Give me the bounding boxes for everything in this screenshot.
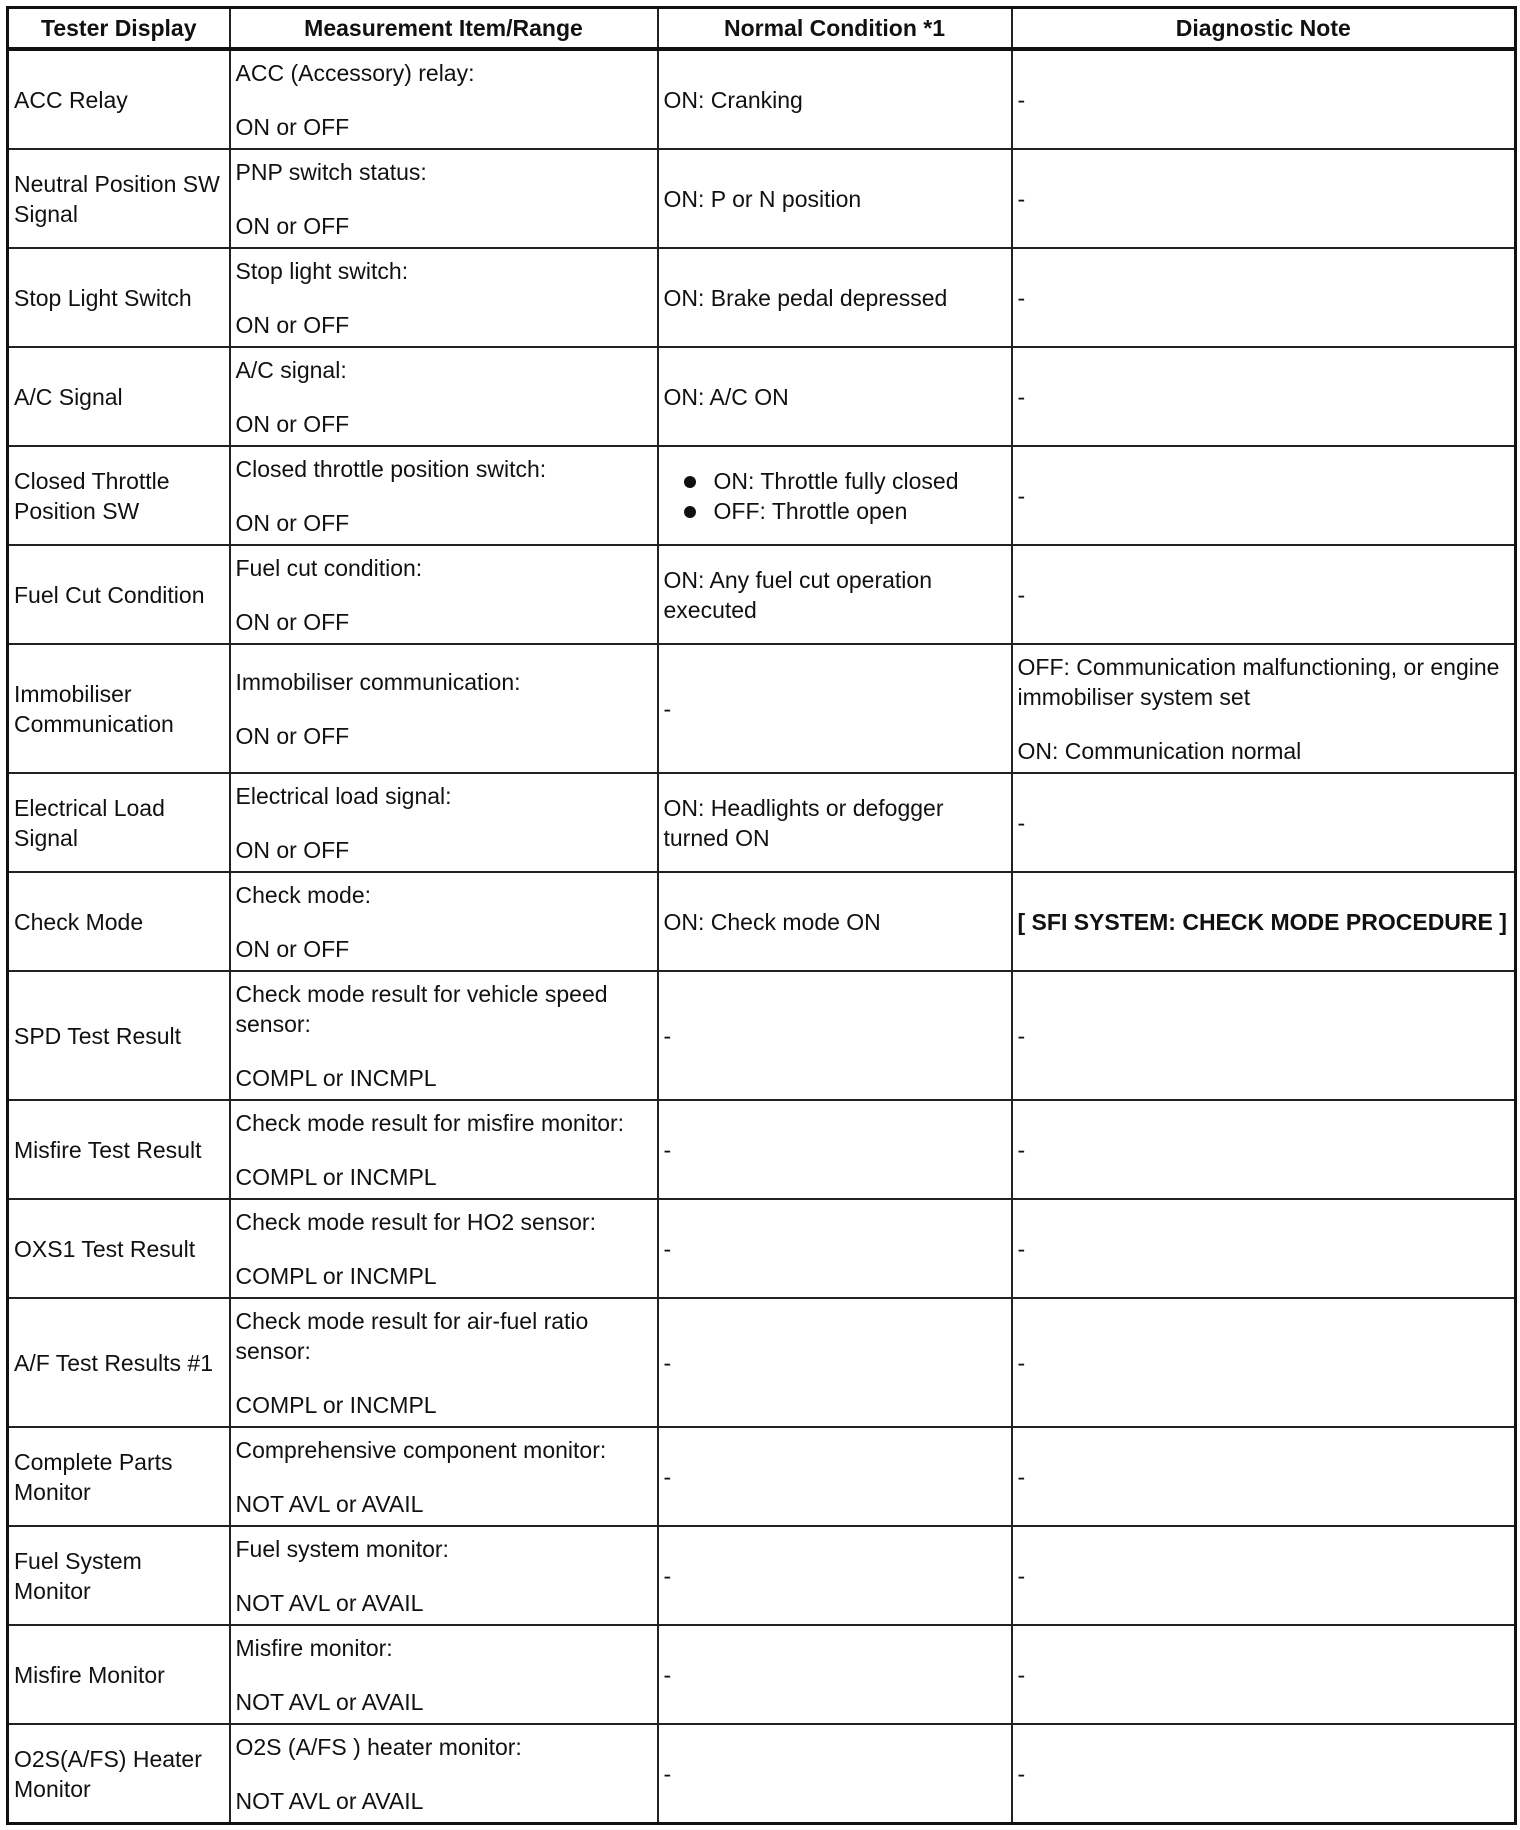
spacer — [236, 1564, 652, 1588]
cell-measurement-item — [230, 149, 658, 248]
measurement-range: ON or OFF — [235, 311, 350, 338]
measurement-item-label: A/C signal: — [235, 356, 347, 383]
cell-diagnostic-note: - — [1012, 347, 1516, 446]
measurement-range: COMPL or INCMPL — [235, 1163, 437, 1190]
table-row — [8, 149, 1516, 248]
cell-measurement-item — [230, 1427, 658, 1526]
measurement-range: COMPL or INCMPL — [235, 1262, 437, 1289]
measurement-item-label: Check mode result for misfire monitor: — [235, 1109, 625, 1136]
cell-diagnostic-note: - — [1012, 971, 1516, 1100]
cell-normal-condition: - — [658, 1100, 1012, 1199]
table-row — [8, 1526, 1516, 1625]
measurement-range: ON or OFF — [235, 509, 350, 536]
cell-tester-display: OXS1 Test Result — [8, 1199, 230, 1298]
cell-tester-display: A/F Test Results #1 — [8, 1298, 230, 1427]
spacer — [236, 910, 652, 934]
cell-diagnostic-note: - — [1012, 1100, 1516, 1199]
cell-measurement-item — [230, 872, 658, 971]
spacer — [236, 583, 652, 607]
cell-measurement-item — [230, 1298, 658, 1427]
data-list-sheet — [6, 6, 1514, 1825]
table-row — [8, 1100, 1516, 1199]
header-normal-condition: Normal Condition *1 — [658, 8, 1012, 50]
measurement-item-label: ACC (Accessory) relay: — [235, 59, 475, 86]
measurement-item-label: Immobiliser communication: — [235, 668, 521, 695]
cell-measurement-item — [230, 644, 658, 773]
cell-tester-display: SPD Test Result — [8, 971, 230, 1100]
spacer — [236, 187, 652, 211]
cell-measurement-item — [230, 1526, 658, 1625]
cell-normal-condition: - — [658, 1724, 1012, 1824]
measurement-item-label: PNP switch status: — [235, 158, 427, 185]
cell-normal-condition: - — [658, 1427, 1012, 1526]
cell-normal-condition: ON: Any fuel cut operation executed — [658, 545, 1012, 644]
cell-tester-display: Stop Light Switch — [8, 248, 230, 347]
measurement-range: NOT AVL or AVAIL — [235, 1589, 424, 1616]
cell-normal-condition: - — [658, 971, 1012, 1100]
cell-tester-display: Fuel System Monitor — [8, 1526, 230, 1625]
measurement-item-label: Check mode: — [235, 881, 372, 908]
cell-measurement-item — [230, 49, 658, 149]
cell-measurement-item — [230, 446, 658, 545]
spacer — [236, 1465, 652, 1489]
measurement-item-label: Electrical load signal: — [235, 782, 452, 809]
measurement-item-label: Check mode result for air-fuel ratio sensor: — [235, 1307, 589, 1364]
table-row — [8, 1199, 1516, 1298]
cell-normal-condition: ON: Check mode ON — [658, 872, 1012, 971]
cell-measurement-item — [230, 971, 658, 1100]
table-row — [8, 545, 1516, 644]
cell-diagnostic-note: - — [1012, 1526, 1516, 1625]
data-list-table — [6, 6, 1517, 1825]
measurement-range: ON or OFF — [235, 113, 350, 140]
table-row — [8, 872, 1516, 971]
spacer — [236, 1237, 652, 1261]
spacer — [236, 1663, 652, 1687]
measurement-range: NOT AVL or AVAIL — [235, 1787, 424, 1814]
spacer — [236, 1762, 652, 1786]
cell-tester-display: Misfire Monitor — [8, 1625, 230, 1724]
cell-diagnostic-note: - — [1012, 1427, 1516, 1526]
spacer — [236, 88, 652, 112]
measurement-item-label: Fuel cut condition: — [235, 554, 423, 581]
cell-tester-display: Neutral Position SW Signal — [8, 149, 230, 248]
table-row — [8, 446, 1516, 545]
spacer — [236, 1138, 652, 1162]
cell-tester-display: Immobiliser Communication — [8, 644, 230, 773]
cell-measurement-item — [230, 773, 658, 872]
measurement-item-label: Misfire monitor: — [235, 1634, 393, 1661]
cell-diagnostic-note: - — [1012, 1298, 1516, 1427]
table-row — [8, 248, 1516, 347]
table-row — [8, 644, 1516, 773]
measurement-range: ON or OFF — [235, 935, 350, 962]
cell-measurement-item — [230, 248, 658, 347]
cell-measurement-item — [230, 1625, 658, 1724]
cell-diagnostic-note — [1012, 644, 1516, 773]
cell-diagnostic-note: - — [1012, 446, 1516, 545]
cell-tester-display: Complete Parts Monitor — [8, 1427, 230, 1526]
measurement-item-label: Closed throttle position switch: — [235, 455, 547, 482]
cell-tester-display: O2S(A/FS) Heater Monitor — [8, 1724, 230, 1824]
measurement-range: ON or OFF — [235, 212, 350, 239]
cell-diagnostic-note: - — [1012, 1199, 1516, 1298]
spacer — [1018, 712, 1510, 736]
cell-tester-display: Electrical Load Signal — [8, 773, 230, 872]
cell-normal-condition: ON: Brake pedal depressed — [658, 248, 1012, 347]
cell-normal-condition: ON: P or N position — [658, 149, 1012, 248]
cell-diagnostic-note: - — [1012, 1625, 1516, 1724]
cell-measurement-item — [230, 1724, 658, 1824]
list-item: OFF: Throttle open — [664, 496, 1006, 526]
table-row — [8, 773, 1516, 872]
list-item: ON: Throttle fully closed — [664, 466, 1006, 496]
table-row — [8, 347, 1516, 446]
table-row — [8, 1625, 1516, 1724]
measurement-item-label: Fuel system monitor: — [235, 1535, 449, 1562]
cell-tester-display: Fuel Cut Condition — [8, 545, 230, 644]
cell-normal-condition — [658, 446, 1012, 545]
cell-normal-condition: - — [658, 1298, 1012, 1427]
table-row — [8, 1724, 1516, 1824]
header-tester-display: Tester Display — [8, 8, 230, 50]
measurement-range: NOT AVL or AVAIL — [235, 1490, 424, 1517]
cell-measurement-item — [230, 1100, 658, 1199]
cell-diagnostic-note: - — [1012, 1724, 1516, 1824]
measurement-item-label: Stop light switch: — [235, 257, 409, 284]
measurement-range: ON or OFF — [235, 722, 350, 749]
measurement-item-label: Check mode result for vehicle speed sensor: — [235, 980, 608, 1037]
measurement-range: ON or OFF — [235, 410, 350, 437]
cell-tester-display: ACC Relay — [8, 49, 230, 149]
cell-normal-condition: ON: Headlights or defogger turned ON — [658, 773, 1012, 872]
measurement-range: ON or OFF — [235, 836, 350, 863]
cell-diagnostic-note: - — [1012, 248, 1516, 347]
spacer — [236, 1039, 652, 1063]
normal-condition-list — [664, 466, 1006, 526]
measurement-range: COMPL or INCMPL — [235, 1064, 437, 1091]
cell-measurement-item — [230, 347, 658, 446]
cell-diagnostic-note — [1012, 872, 1516, 971]
table-row — [8, 49, 1516, 149]
cell-normal-condition: - — [658, 1526, 1012, 1625]
cell-normal-condition: - — [658, 644, 1012, 773]
measurement-range: ON or OFF — [235, 608, 350, 635]
cell-normal-condition: - — [658, 1199, 1012, 1298]
cell-measurement-item — [230, 1199, 658, 1298]
spacer — [236, 697, 652, 721]
measurement-item-label: O2S (A/FS ) heater monitor: — [235, 1733, 522, 1760]
cell-diagnostic-note: - — [1012, 49, 1516, 149]
measurement-item-label: Comprehensive component monitor: — [235, 1436, 607, 1463]
cell-normal-condition: ON: A/C ON — [658, 347, 1012, 446]
header-measurement-item: Measurement Item/Range — [230, 8, 658, 50]
header-row — [8, 8, 1516, 50]
spacer — [236, 484, 652, 508]
check-mode-procedure-link[interactable]: [ SFI SYSTEM: CHECK MODE PROCEDURE ] — [1017, 908, 1507, 935]
cell-tester-display: A/C Signal — [8, 347, 230, 446]
diagnostic-note-line: OFF: Communication malfunctioning, or engine immobiliser system set — [1017, 653, 1500, 710]
measurement-range: COMPL or INCMPL — [235, 1391, 437, 1418]
cell-tester-display: Closed Throttle Position SW — [8, 446, 230, 545]
cell-normal-condition: ON: Cranking — [658, 49, 1012, 149]
measurement-range: NOT AVL or AVAIL — [235, 1688, 424, 1715]
cell-diagnostic-note: - — [1012, 545, 1516, 644]
cell-tester-display: Check Mode — [8, 872, 230, 971]
table-row — [8, 1298, 1516, 1427]
table-row — [8, 971, 1516, 1100]
measurement-item-label: Check mode result for HO2 sensor: — [235, 1208, 596, 1235]
spacer — [236, 1366, 652, 1390]
cell-tester-display: Misfire Test Result — [8, 1100, 230, 1199]
table-row — [8, 1427, 1516, 1526]
spacer — [236, 811, 652, 835]
cell-diagnostic-note: - — [1012, 149, 1516, 248]
cell-diagnostic-note: - — [1012, 773, 1516, 872]
cell-measurement-item — [230, 545, 658, 644]
table-body — [8, 49, 1516, 1824]
diagnostic-note-line: ON: Communication normal — [1017, 737, 1302, 764]
spacer — [236, 385, 652, 409]
header-diagnostic-note: Diagnostic Note — [1012, 8, 1516, 50]
cell-normal-condition: - — [658, 1625, 1012, 1724]
spacer — [236, 286, 652, 310]
